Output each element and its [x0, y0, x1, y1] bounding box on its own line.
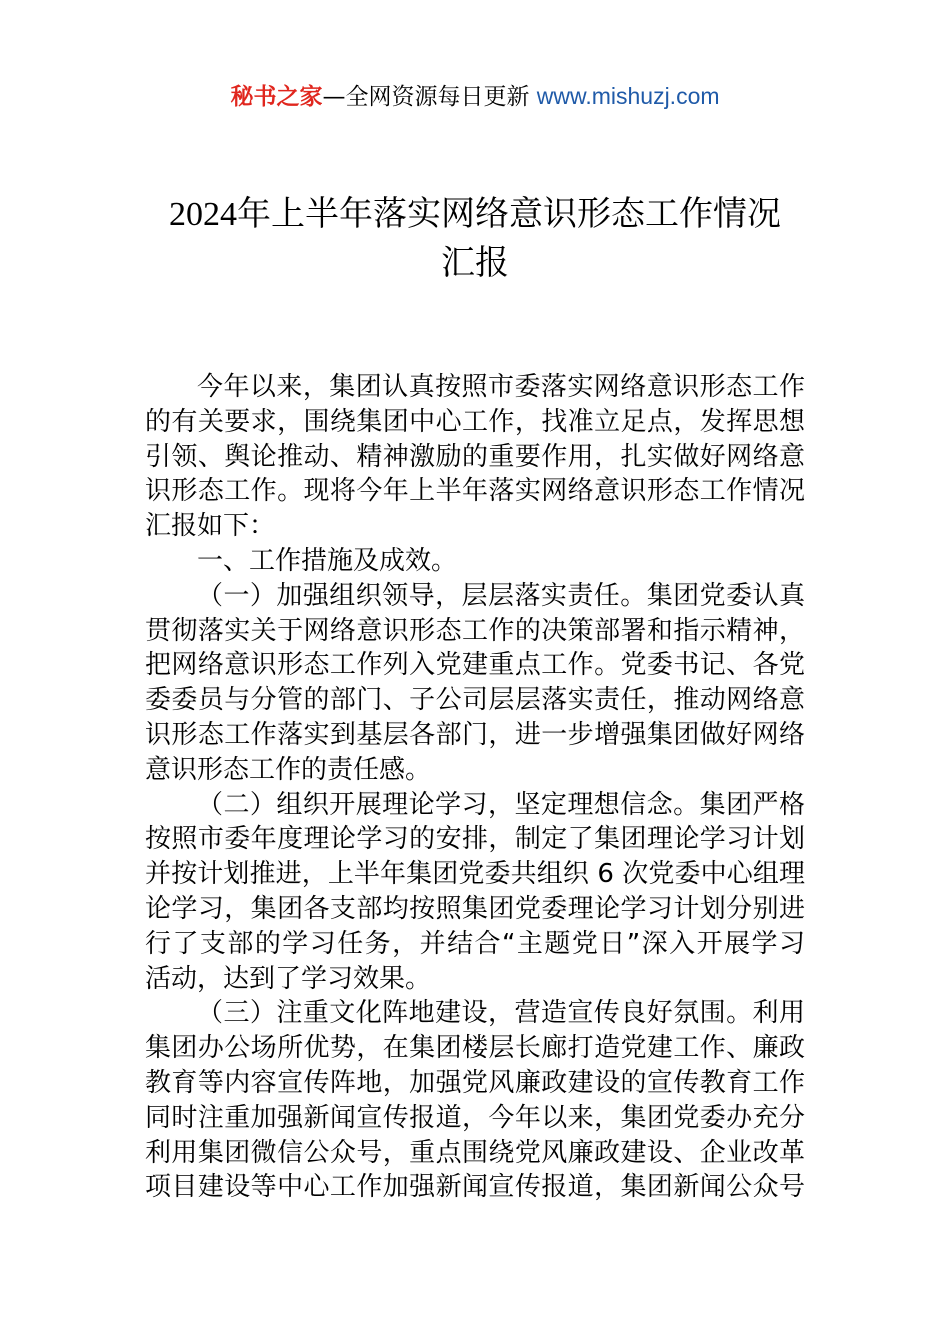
body-line: 活动，达到了学习效果。	[145, 963, 432, 994]
body-line: 引领、舆论推动、精神激励的重要作用，扎实做好网络意	[145, 441, 805, 472]
body-line: 论学习，集团各支部均按照集团党委理论学习计划分别进	[145, 893, 805, 924]
site-url[interactable]: www.mishuzj.com	[536, 83, 720, 109]
section-heading: 一、工作措施及成效。	[197, 545, 458, 576]
body-line: 集团办公场所优势，在集团楼层长廊打造党建工作、廉政	[145, 1033, 805, 1064]
body-line: 贯彻落实关于网络意识形态工作的决策部署和指示精神，	[145, 615, 805, 646]
document-body	[145, 370, 805, 1205]
body-line: 委委员与分管的部门、子公司层层落实责任，推动网络意	[145, 685, 805, 716]
body-line: 同时注重加强新闻宣传报道，今年以来，集团党委办充分	[145, 1102, 805, 1133]
site-header	[0, 80, 950, 113]
body-line: （三）注重文化阵地建设，营造宣传良好氛围。利用	[197, 998, 805, 1029]
body-line: 利用集团微信公众号，重点围绕党风廉政建设、企业改革	[145, 1137, 805, 1168]
body-line: 行了支部的学习任务，并结合“主题党日”深入开展学习	[145, 928, 805, 959]
title-year: 2024	[169, 196, 237, 233]
header-tagline: —全网资源每日更新	[322, 84, 537, 110]
body-line: 意识形态工作的责任感。	[145, 754, 432, 785]
body-line: 并按计划推进，上半年集团党委共组织 6 次党委中心组理	[145, 859, 805, 890]
body-line: 教育等内容宣传阵地，加强党风廉政建设的宣传教育工作	[145, 1067, 805, 1098]
body-line: （二）组织开展理论学习，坚定理想信念。集团严格	[197, 789, 805, 820]
body-line: 项目建设等中心工作加强新闻宣传报道，集团新闻公众号	[145, 1172, 805, 1203]
title-line-1-text: 年上半年落实网络意识形态工作情况	[237, 194, 781, 234]
title-line-1	[100, 190, 850, 239]
body-line: （一）加强组织领导，层层落实责任。集团党委认真	[197, 580, 805, 611]
brand-name: 秘书之家	[230, 84, 323, 110]
body-line: 今年以来，集团认真按照市委落实网络意识形态工作	[197, 372, 805, 402]
title-line-2: 汇报	[441, 243, 509, 283]
body-line: 汇报如下：	[145, 511, 276, 542]
body-line: 识形态工作落实到基层各部门，进一步增强集团做好网络	[145, 719, 805, 750]
document-title	[100, 190, 850, 287]
body-line: 识形态工作。现将今年上半年落实网络意识形态工作情况	[145, 476, 805, 507]
body-line: 把网络意识形态工作列入党建重点工作。党委书记、各党	[145, 650, 805, 681]
body-line: 的有关要求，围绕集团中心工作，找准立足点，发挥思想	[145, 406, 805, 437]
body-line: 按照市委年度理论学习的安排，制定了集团理论学习计划	[145, 824, 805, 855]
